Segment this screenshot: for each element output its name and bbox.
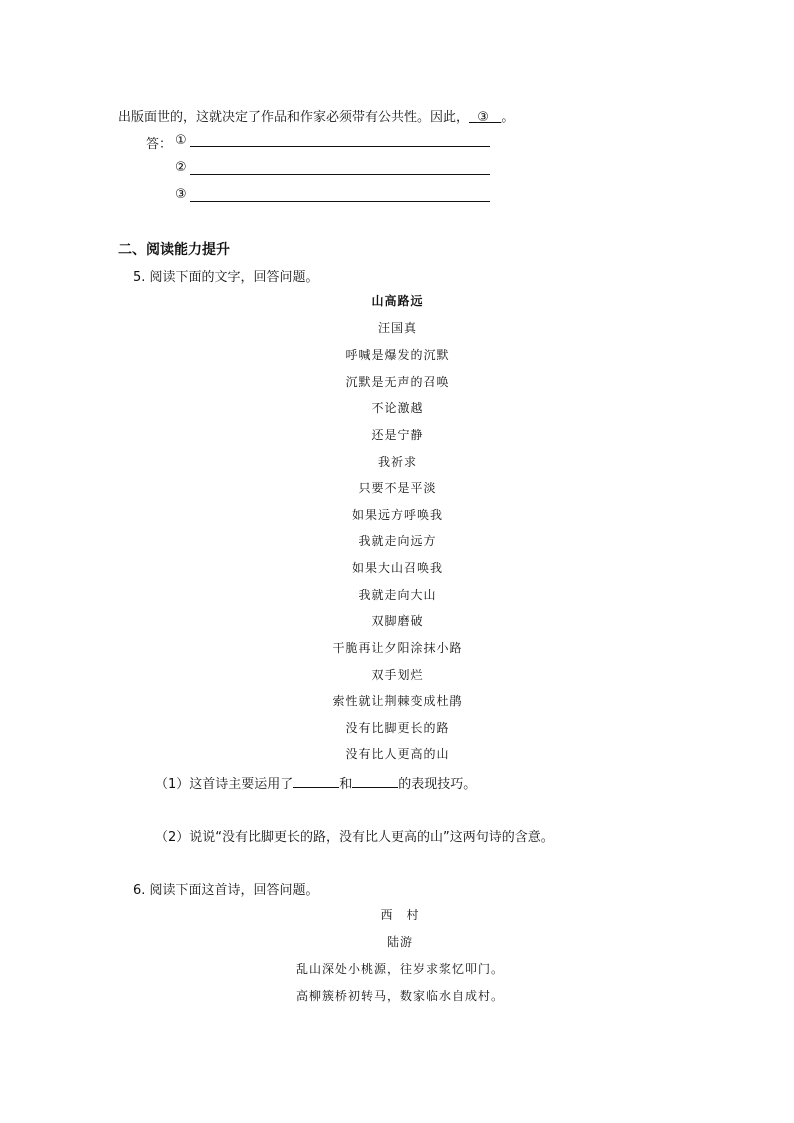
poem-line: 索性就让荆棘变成杜鹃 (332, 694, 463, 708)
poem-line: 没有比脚更长的路 (345, 721, 450, 735)
answer-blank-1[interactable] (293, 773, 339, 788)
sub-question-1-text-b: 和 (339, 777, 353, 792)
blank-3-mark: ③ (477, 110, 489, 125)
sub-question-1-text-a: （1）这首诗主要运用了 (155, 777, 294, 792)
poem-line: 我祈求 (377, 455, 417, 469)
sub-question-1 (155, 773, 476, 792)
question-6-prompt: 6. 阅读下面这首诗，回答问题。 (133, 883, 319, 898)
continuation-text: 出版面世的，这就决定了作品和作家必须带有公共性。因此， (118, 110, 470, 125)
answer-mark-2: ② (175, 160, 187, 175)
poem-2-line: 乱山深处小桃源，往岁求浆忆叩门。 (295, 962, 504, 976)
poem-line: 只要不是平淡 (358, 481, 437, 495)
poem-line: 呼喊是爆发的沉默 (345, 348, 450, 362)
sub-question-2: （2）说说“没有比脚更长的路，没有比人更高的山”这两句诗的含意。 (155, 830, 554, 845)
poem-line: 干脆再让夕阳涂抹小路 (332, 641, 463, 655)
poem-title: 山高路远 (371, 294, 424, 308)
poem-line: 双手划烂 (371, 668, 424, 682)
answer-line-1[interactable] (190, 146, 490, 147)
poem-line: 我就走向大山 (358, 588, 437, 602)
sub-question-1-text-c: 的表现技巧。 (398, 777, 477, 792)
poem-2-line: 高柳簇桥初转马，数家临水自成村。 (295, 989, 504, 1003)
answer-blank-2[interactable] (352, 773, 398, 788)
answer-line-2[interactable] (190, 174, 490, 175)
section-heading: 二、阅读能力提升 (118, 242, 230, 258)
poem-line: 双脚磨破 (371, 614, 424, 628)
answer-mark-1: ① (175, 133, 187, 148)
poem-author: 汪国真 (377, 321, 417, 335)
poem-2-author: 陆游 (386, 935, 413, 949)
poem-2-title: 西 村 (380, 908, 420, 922)
answer-label: 答： (146, 137, 173, 152)
poem-line: 还是宁静 (371, 428, 424, 442)
poem-line: 如果远方呼唤我 (351, 508, 443, 522)
poem-line: 如果大山召唤我 (351, 561, 443, 575)
question-5-prompt: 5. 阅读下面的文字，回答问题。 (133, 270, 319, 285)
poem-line: 我就走向远方 (358, 534, 437, 548)
poem-line: 沉默是无声的召唤 (345, 375, 450, 389)
continuation-end: 。 (501, 110, 515, 125)
poem-line: 没有比人更高的山 (345, 747, 450, 761)
poem-line: 不论激越 (371, 401, 424, 415)
answer-line-3[interactable] (190, 201, 490, 202)
continuation-line (118, 106, 514, 125)
blank-3 (469, 110, 501, 125)
answer-mark-3: ③ (175, 187, 187, 202)
